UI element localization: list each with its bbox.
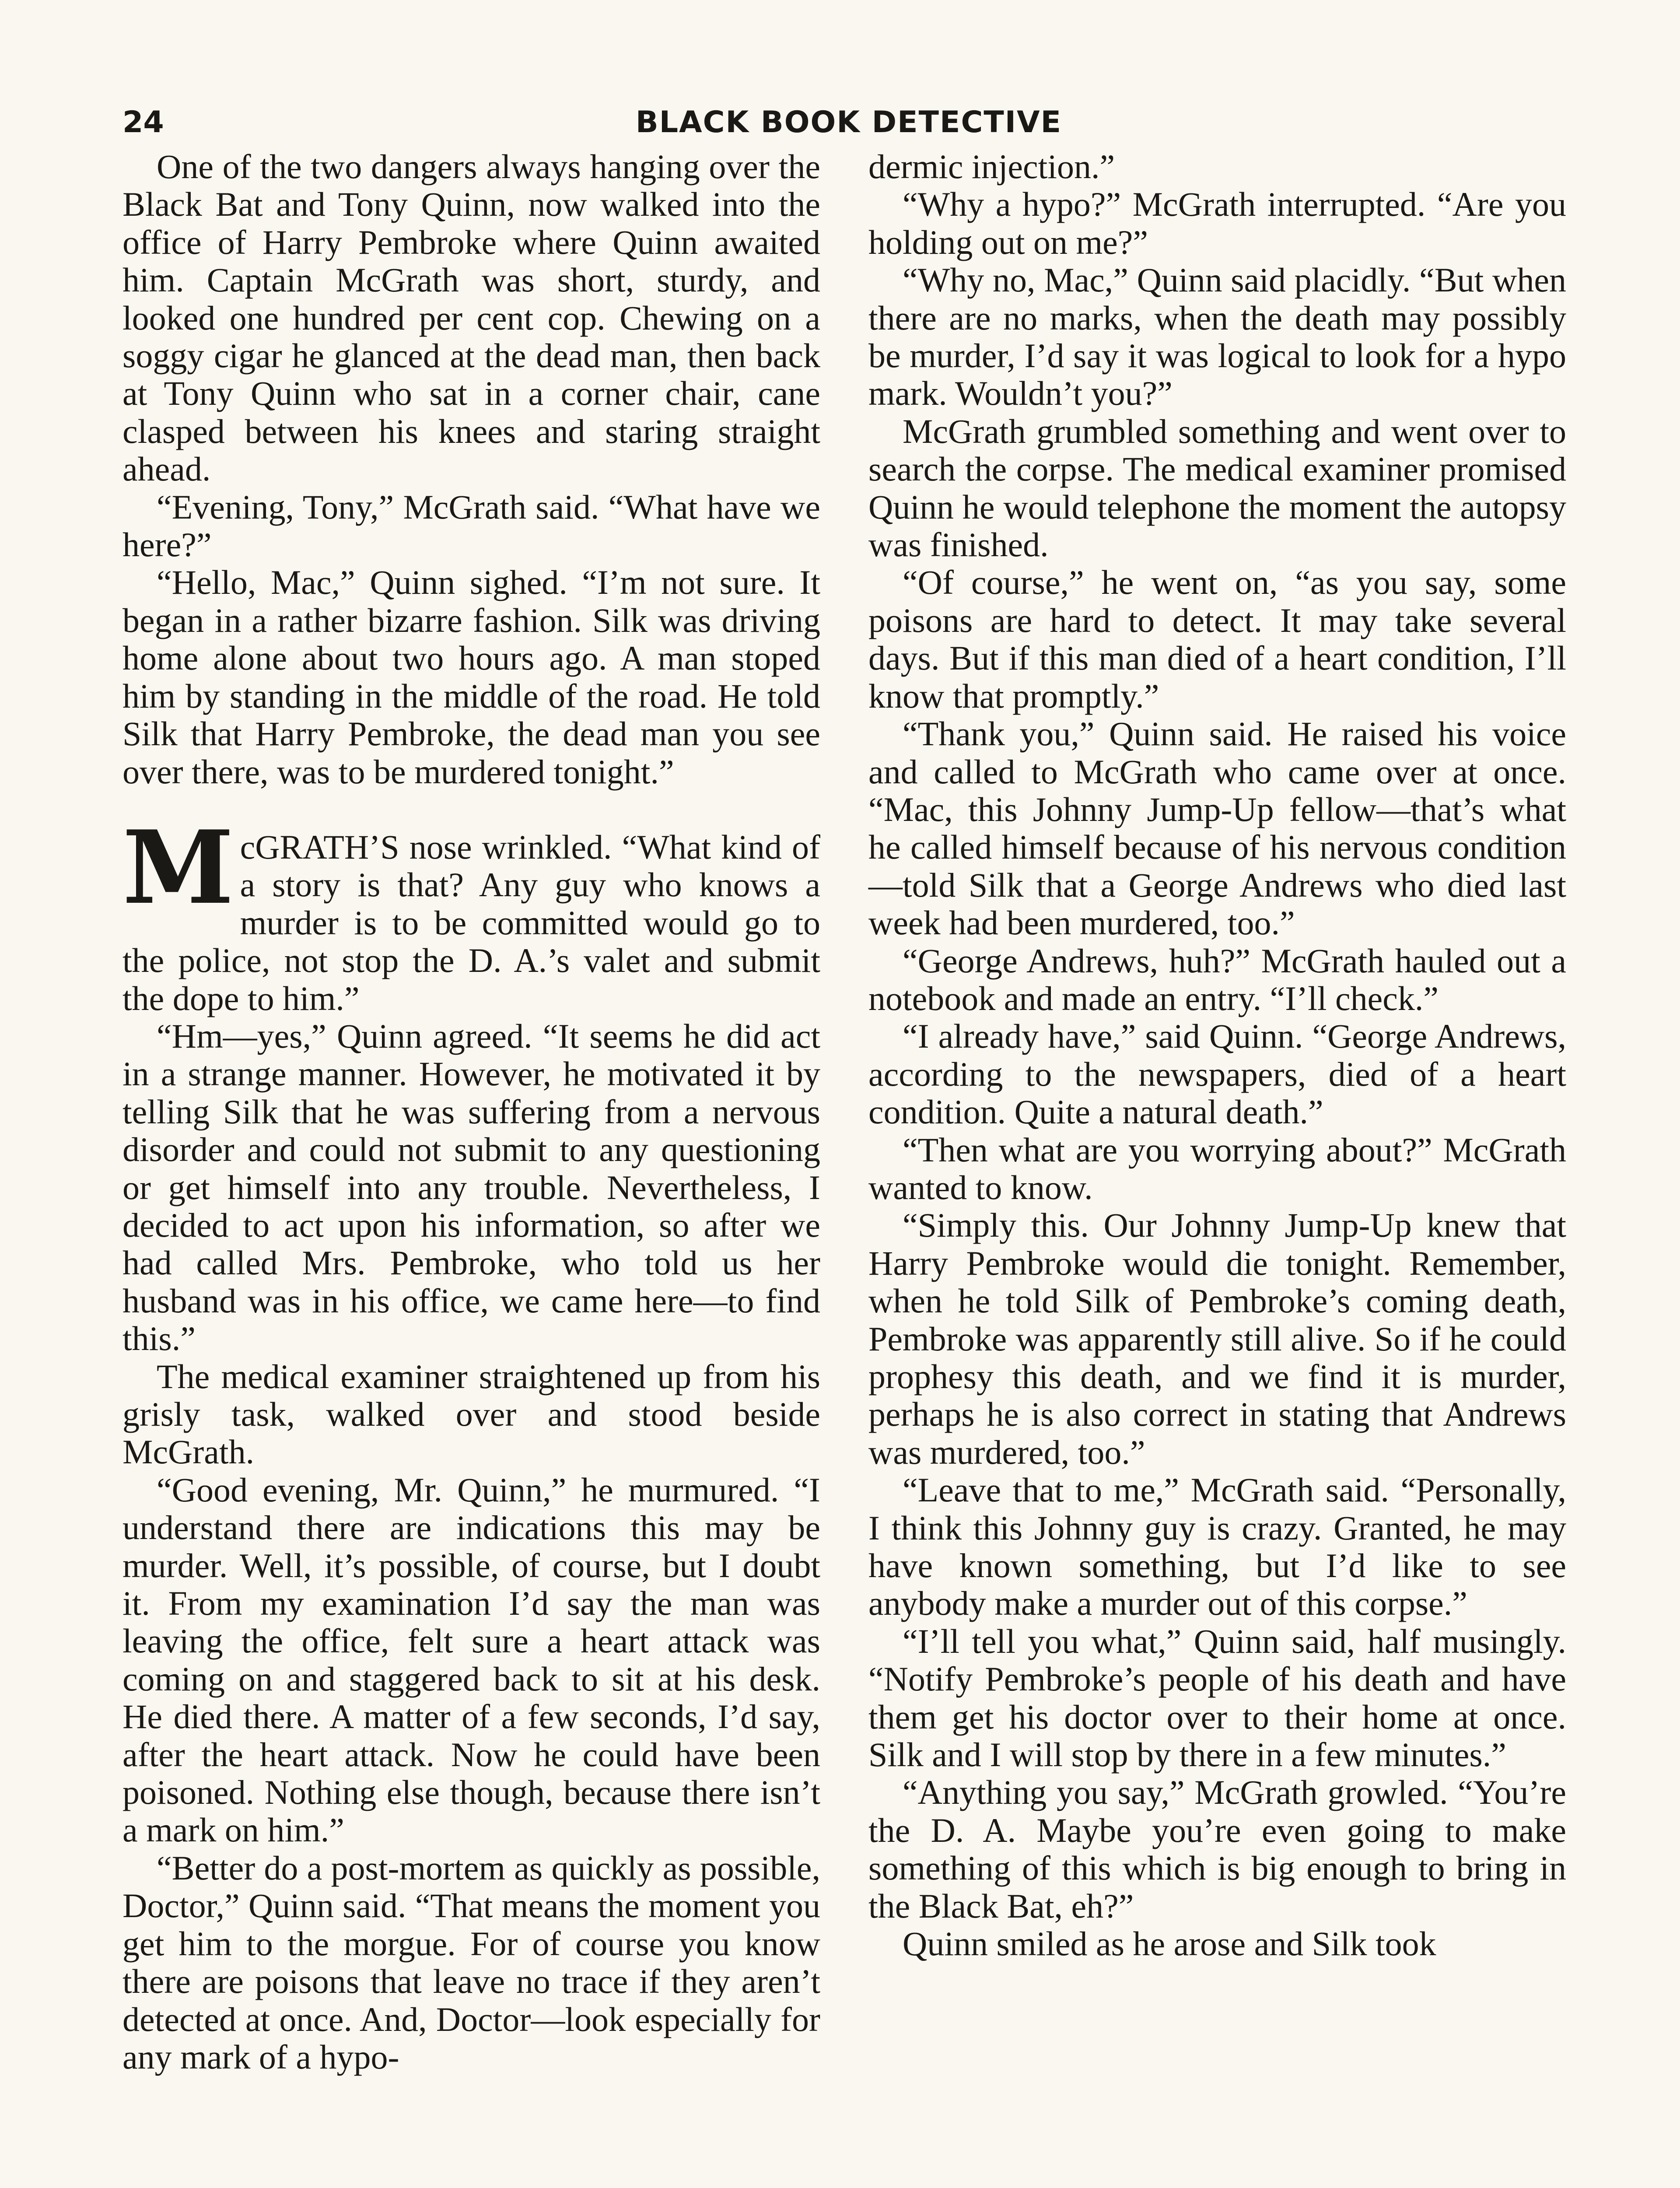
paragraph: “Why a hypo?” McGrath interrupted. “Are you holding out on me?” [868,185,1566,261]
paragraph: “Anything you say,” McGrath growled. “You’re the D. A. Maybe you’re even going to make something of this which is big enough to bring in the Black Bat, eh?” [868,1773,1566,1925]
dropcap-paragraph [122,808,820,1017]
paragraph: “George Andrews, huh?” McGrath hauled out a notebook and made an entry. “I’ll check.” [868,941,1566,1017]
paragraph: “Better do a post-mortem as quickly as possible, Doctor,” Quinn said. “That means the moment you get him to the morgue. For of course you know there are poisons that leave no trace if they aren’t detected at once. And, Doctor—look especially for any mark of a hypo- [122,1848,820,2076]
paragraph: “Hello, Mac,” Quinn sighed. “I’m not sure. It began in a rather bizarre fashion. Silk was driving home alone about two hours ago. A man stoped him by standing in the middle of the road. He told Silk that Harry Pembroke, the dead man you see over there, was to be murdered tonight.” [122,563,820,791]
paragraph-text: cGRATH’S nose wrinkled. “What kind of a story is that? Any guy who knows a murder is to be committed would go to the police, not stop the D. A.’s valet and submit the dope to him.” [122,828,820,1017]
paragraph: McGrath grumbled something and went over to search the corpse. The medical examiner promised Quinn he would telephone the moment the autopsy was finished. [868,412,1566,564]
paragraph: “I’ll tell you what,” Quinn said, half musingly. “Notify Pembroke’s people of his death and have them get his doctor over to their home at once. Silk and I will stop by there in a few minutes.” [868,1622,1566,1774]
paragraph: “Evening, Tony,” McGrath said. “What have we here?” [122,487,820,564]
left-column [122,148,820,2076]
paragraph: One of the two dangers always hanging over the Black Bat and Tony Quinn, now walked into the office of Harry Pembroke where Quinn awaited him. Captain McGrath was short, sturdy, and looked one hundred per cent cop. Chewing on a soggy cigar he glanced at the dead man, then back at Tony Quinn who sat in a corner chair, cane clasped between his knees and staring straight ahead. [122,147,820,488]
paragraph: “Why no, Mac,” Quinn said placidly. “But when there are no marks, when the death may possibly be murder, I’d say it was logical to look for a hypo mark. Wouldn’t you?” [868,261,1566,413]
paragraph: Quinn smiled as he arose and Silk took [903,1925,1436,1963]
paragraph: “Simply this. Our Johnny Jump-Up knew that Harry Pembroke would die tonight. Remember, when he told Silk of Pembroke’s coming death, Pembroke was apparently still alive. So if he could prophesy this death, and we find it is murder, perhaps he is also correct in stating that Andrews was murdered, too.” [868,1206,1566,1471]
paragraph: “Good evening, Mr. Quinn,” he murmured. “I understand there are indications this may be murder. Well, it’s possible, of course, but I doubt it. From my examination I’d say the man was leaving the office, felt sure a heart attack was coming on and staggered back to sit at his desk. He died there. A matter of a few seconds, I’d say, after the heart attack. Now he could have been poisoned. Nothing else though, because there isn’t a mark on him.” [122,1470,820,1849]
paragraph: “Leave that to me,” McGrath said. “Personally, I think this Johnny guy is crazy. Granted, he may have known something, but I’d like to see anybody make a murder out of this corpse.” [868,1471,1566,1623]
page-number: 24 [122,105,164,140]
paragraph: “Hm—yes,” Quinn agreed. “It seems he did act in a strange manner. However, he motivated it by telling Silk that he was suffering from a nervous disorder and could not submit to any questioning or get himself into any trouble. Nevertheless, I decided to act upon his information, so after we had called Mrs. Pembroke, who told us her husband was in his office, we came here—to find this.” [122,1017,820,1358]
paragraph: “I already have,” said Quinn. “George Andrews, according to the newspapers, died of a heart condition. Quite a natural death.” [868,1017,1566,1131]
paragraph: dermic injection.” [868,147,1115,186]
paragraph: The medical examiner straightened up from his grisly task, walked over and stood beside McGrath. [122,1357,820,1471]
drop-cap: M [122,808,234,927]
paragraph: “Thank you,” Quinn said. He raised his voice and called to McGrath who came over at once. “Mac, this Johnny Jump-Up fellow—that’s what he called himself because of his nervous condition—told Silk that a George Andrews who died last week had been murdered, too.” [868,715,1566,942]
right-column [868,148,1566,1963]
running-title: BLACK BOOK DETECTIVE [635,105,1062,140]
paragraph: “Then what are you worrying about?” McGrath wanted to know. [868,1130,1566,1206]
paragraph: “Of course,” he went on, “as you say, some poisons are hard to detect. It may take several days. But if this man died of a heart condition, I’ll know that promptly.” [868,563,1566,715]
